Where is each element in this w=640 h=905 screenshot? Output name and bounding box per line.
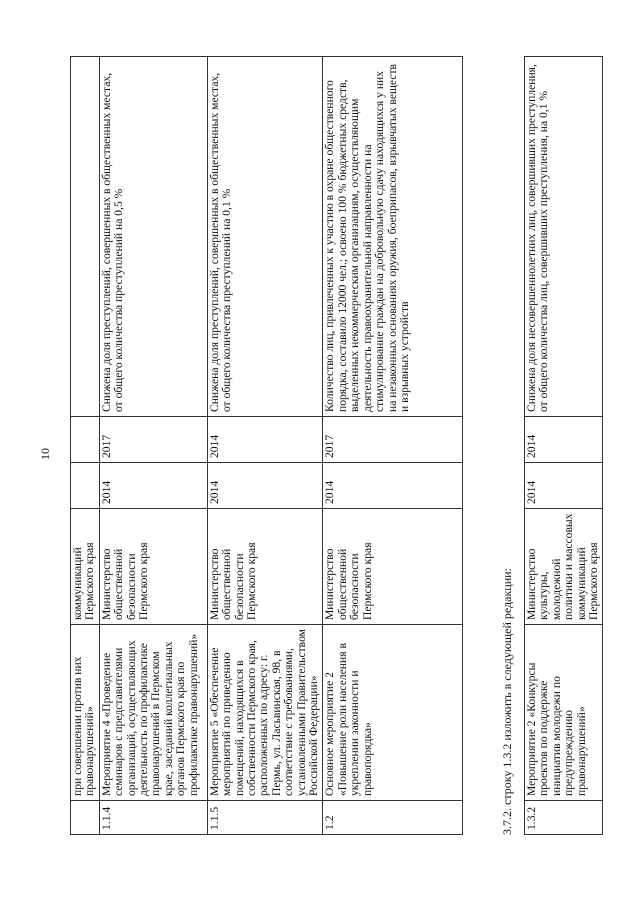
cell-num: 1.1.5 bbox=[207, 801, 323, 835]
cell-start-year: 2014 bbox=[525, 463, 603, 509]
page-number: 10 bbox=[38, 448, 52, 460]
cell-num: 1.1.4 bbox=[99, 801, 207, 835]
cell-end-year: 2014 bbox=[525, 417, 603, 463]
table-row bbox=[99, 57, 207, 835]
cell-executor: коммуникаций Пермского края bbox=[71, 509, 100, 625]
table-row-continuation bbox=[71, 57, 100, 835]
cell-start-year: 2014 bbox=[323, 463, 463, 509]
new-row-table bbox=[524, 56, 603, 835]
cell-executor: Министерство культуры, молодежной политики и массовых коммуникаций Пермского края bbox=[525, 509, 603, 625]
cell-name: Основное мероприятие 2 «Повышение роли населения в укреплении законности и правопорядка» bbox=[323, 625, 463, 801]
cell-name: Мероприятие 2 «Конкурсы проектов по поддержке инициатив молодежи по предупреждению правонарушений» bbox=[525, 625, 603, 801]
cell-result: Снижена доля преступлений, совершенных в общественных местах, от общего количества преступлений на 0,5 % bbox=[99, 57, 207, 417]
cell-result bbox=[71, 57, 100, 417]
cell-end-year bbox=[71, 417, 100, 463]
cell-name: Мероприятие 4 «Проведение семинаров с представителями организаций, осуществляющих деятельность по профилактике правонарушений в Пермском крае, заседаний коллегиальных органов Пермского края по профилактике правонарушений» bbox=[99, 625, 207, 801]
cell-result: Снижена доля преступлений, совершенных в общественных местах, от общего количества преступлений на 0,1 % bbox=[207, 57, 323, 417]
table-row bbox=[207, 57, 323, 835]
cell-executor: Министерство общественной безопасности Пермского края bbox=[323, 509, 463, 625]
cell-num: 1.3.2 bbox=[525, 801, 603, 835]
cell-start-year: 2014 bbox=[99, 463, 207, 509]
measures-table bbox=[70, 56, 463, 835]
cell-num: 1.2 bbox=[323, 801, 463, 835]
edit-instruction: 3.7.2. строку 1.3.2 изложить в следующей редакции: bbox=[500, 568, 514, 835]
cell-name: Мероприятие 5 «Обеспечение мероприятий по приведению помещений, находящихся в собственности Пермского края, расположенных по адресу: г. Пермь, ул. Ласьвинская, 98, в соответствие с требованиями, установленными Правительством Российской Федерации» bbox=[207, 625, 323, 801]
cell-end-year: 2014 bbox=[207, 417, 323, 463]
cell-start-year bbox=[71, 463, 100, 509]
cell-result: Снижена доля несовершеннолетних лиц, совершивших преступления, от общего количества лиц, совершивших преступления, на 0,1 % bbox=[525, 57, 603, 417]
cell-end-year: 2017 bbox=[323, 417, 463, 463]
cell-result: Количество лиц, привлеченных к участию в охране общественного порядка, составило 12000 чел.; освоено 100 % бюджетных средств, выделенных некоммерческим организациям, осуществляющим деятельность правоохранительной направленности на стимулирование граждан на добровольную сдачу находящихся у них на незаконных основаниях оружия, боеприпасов, взрывчатых веществ и взрывных устройств bbox=[323, 57, 463, 417]
table-row bbox=[323, 57, 463, 835]
cell-num bbox=[71, 801, 100, 835]
cell-executor: Министерство общественной безопасности Пермского края bbox=[99, 509, 207, 625]
cell-executor: Министерство общественной безопасности Пермского края bbox=[207, 509, 323, 625]
table-row bbox=[525, 57, 603, 835]
cell-start-year: 2014 bbox=[207, 463, 323, 509]
cell-end-year: 2017 bbox=[99, 417, 207, 463]
cell-name: при совершении против них правонарушений» bbox=[71, 625, 100, 801]
